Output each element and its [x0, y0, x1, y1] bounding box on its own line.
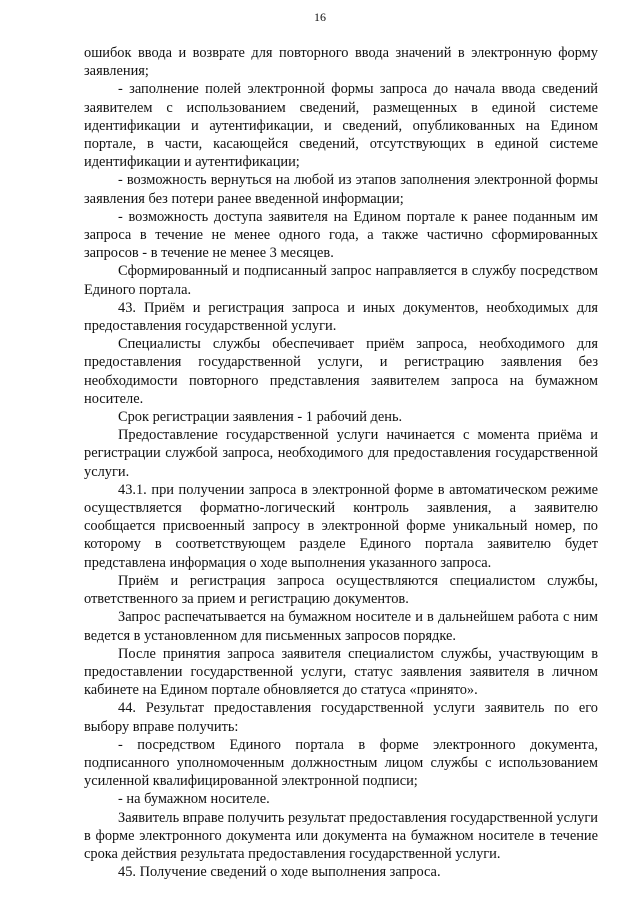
paragraph: - возможность доступа заявителя на Едином портале к ранее поданным им запроса в течение не менее одного года, а также частично сформированных запросов - в течение не менее 3 месяцев.	[84, 208, 598, 262]
paragraph: После принятия запроса заявителя специалистом службы, участвующим в предоставлении государственной услуги, статус заявления заявителя в личном кабинете на Едином портале обновляется до статуса «принято».	[84, 645, 598, 699]
paragraph: 44. Результат предоставления государственной услуги заявитель по его выбору вправе получить:	[84, 700, 598, 735]
paragraph: - посредством Единого портала в форме электронного документа, подписанного уполномоченным должностным лицом службы с использованием усиленной квалифицированной электронной подписи;	[84, 736, 598, 790]
paragraph: - возможность вернуться на любой из этапов заполнения электронной формы заявления без потери ранее введенной информации;	[84, 172, 598, 207]
paragraph: Приём и регистрация запроса осуществляются специалистом службы, ответственного за прием и регистрацию документов.	[84, 572, 598, 608]
paragraph: Срок регистрации заявления - 1 рабочий день.	[118, 409, 403, 426]
paragraph: - на бумажном носителе.	[118, 791, 270, 808]
paragraph: 45. Получение сведений о ходе выполнения запроса.	[118, 864, 441, 881]
paragraph: - заполнение полей электронной формы запроса до начала ввода сведений заявителем с использованием сведений, размещенных в единой системе идентификации и аутентификации, и сведений, опубликованных на Едином портале, в части, касающейся сведений, отсутствующих в единой системе идентификации и аутентификации;	[84, 81, 598, 171]
paragraph: ошибок ввода и возврате для повторного ввода значений в электронную форму заявления;	[84, 45, 598, 80]
paragraph: Предоставление государственной услуги начинается с момента приёма и регистрации службой запроса, необходимого для предоставления государственной услуги.	[84, 427, 598, 480]
paragraph: Специалисты службы обеспечивает приём запроса, необходимого для предоставления государственной услуги, и регистрацию заявления без необходимости повторного представления заявителем запроса на бумажном носителе.	[84, 336, 598, 407]
paragraph: 43.1. при получении запроса в электронной форме в автоматическом режиме осуществляется форматно-логический контроль заявления, а заявителю сообщается присвоенный запросу в электронной форме уникальный номер, по которому в соответствующем разделе Единого портала заявителю будет представлена информация о ходе выполнения указанного запроса.	[84, 481, 598, 571]
paragraph: Запрос распечатывается на бумажном носителе и в дальнейшем работа с ним ведется в установленном для письменных запросов порядке.	[84, 609, 598, 644]
page-number: 16	[314, 10, 326, 24]
paragraph: 43. Приём и регистрация запроса и иных документов, необходимых для предоставления государственной услуги.	[84, 299, 598, 335]
paragraph: Сформированный и подписанный запрос направляется в службу посредством Единого портала.	[84, 263, 598, 298]
document-body	[84, 44, 598, 881]
paragraph: Заявитель вправе получить результат предоставления государственной услуги в форме электронного документа или документа на бумажном носителе в течение срока действия результата предоставления государственной услуги.	[84, 809, 598, 862]
